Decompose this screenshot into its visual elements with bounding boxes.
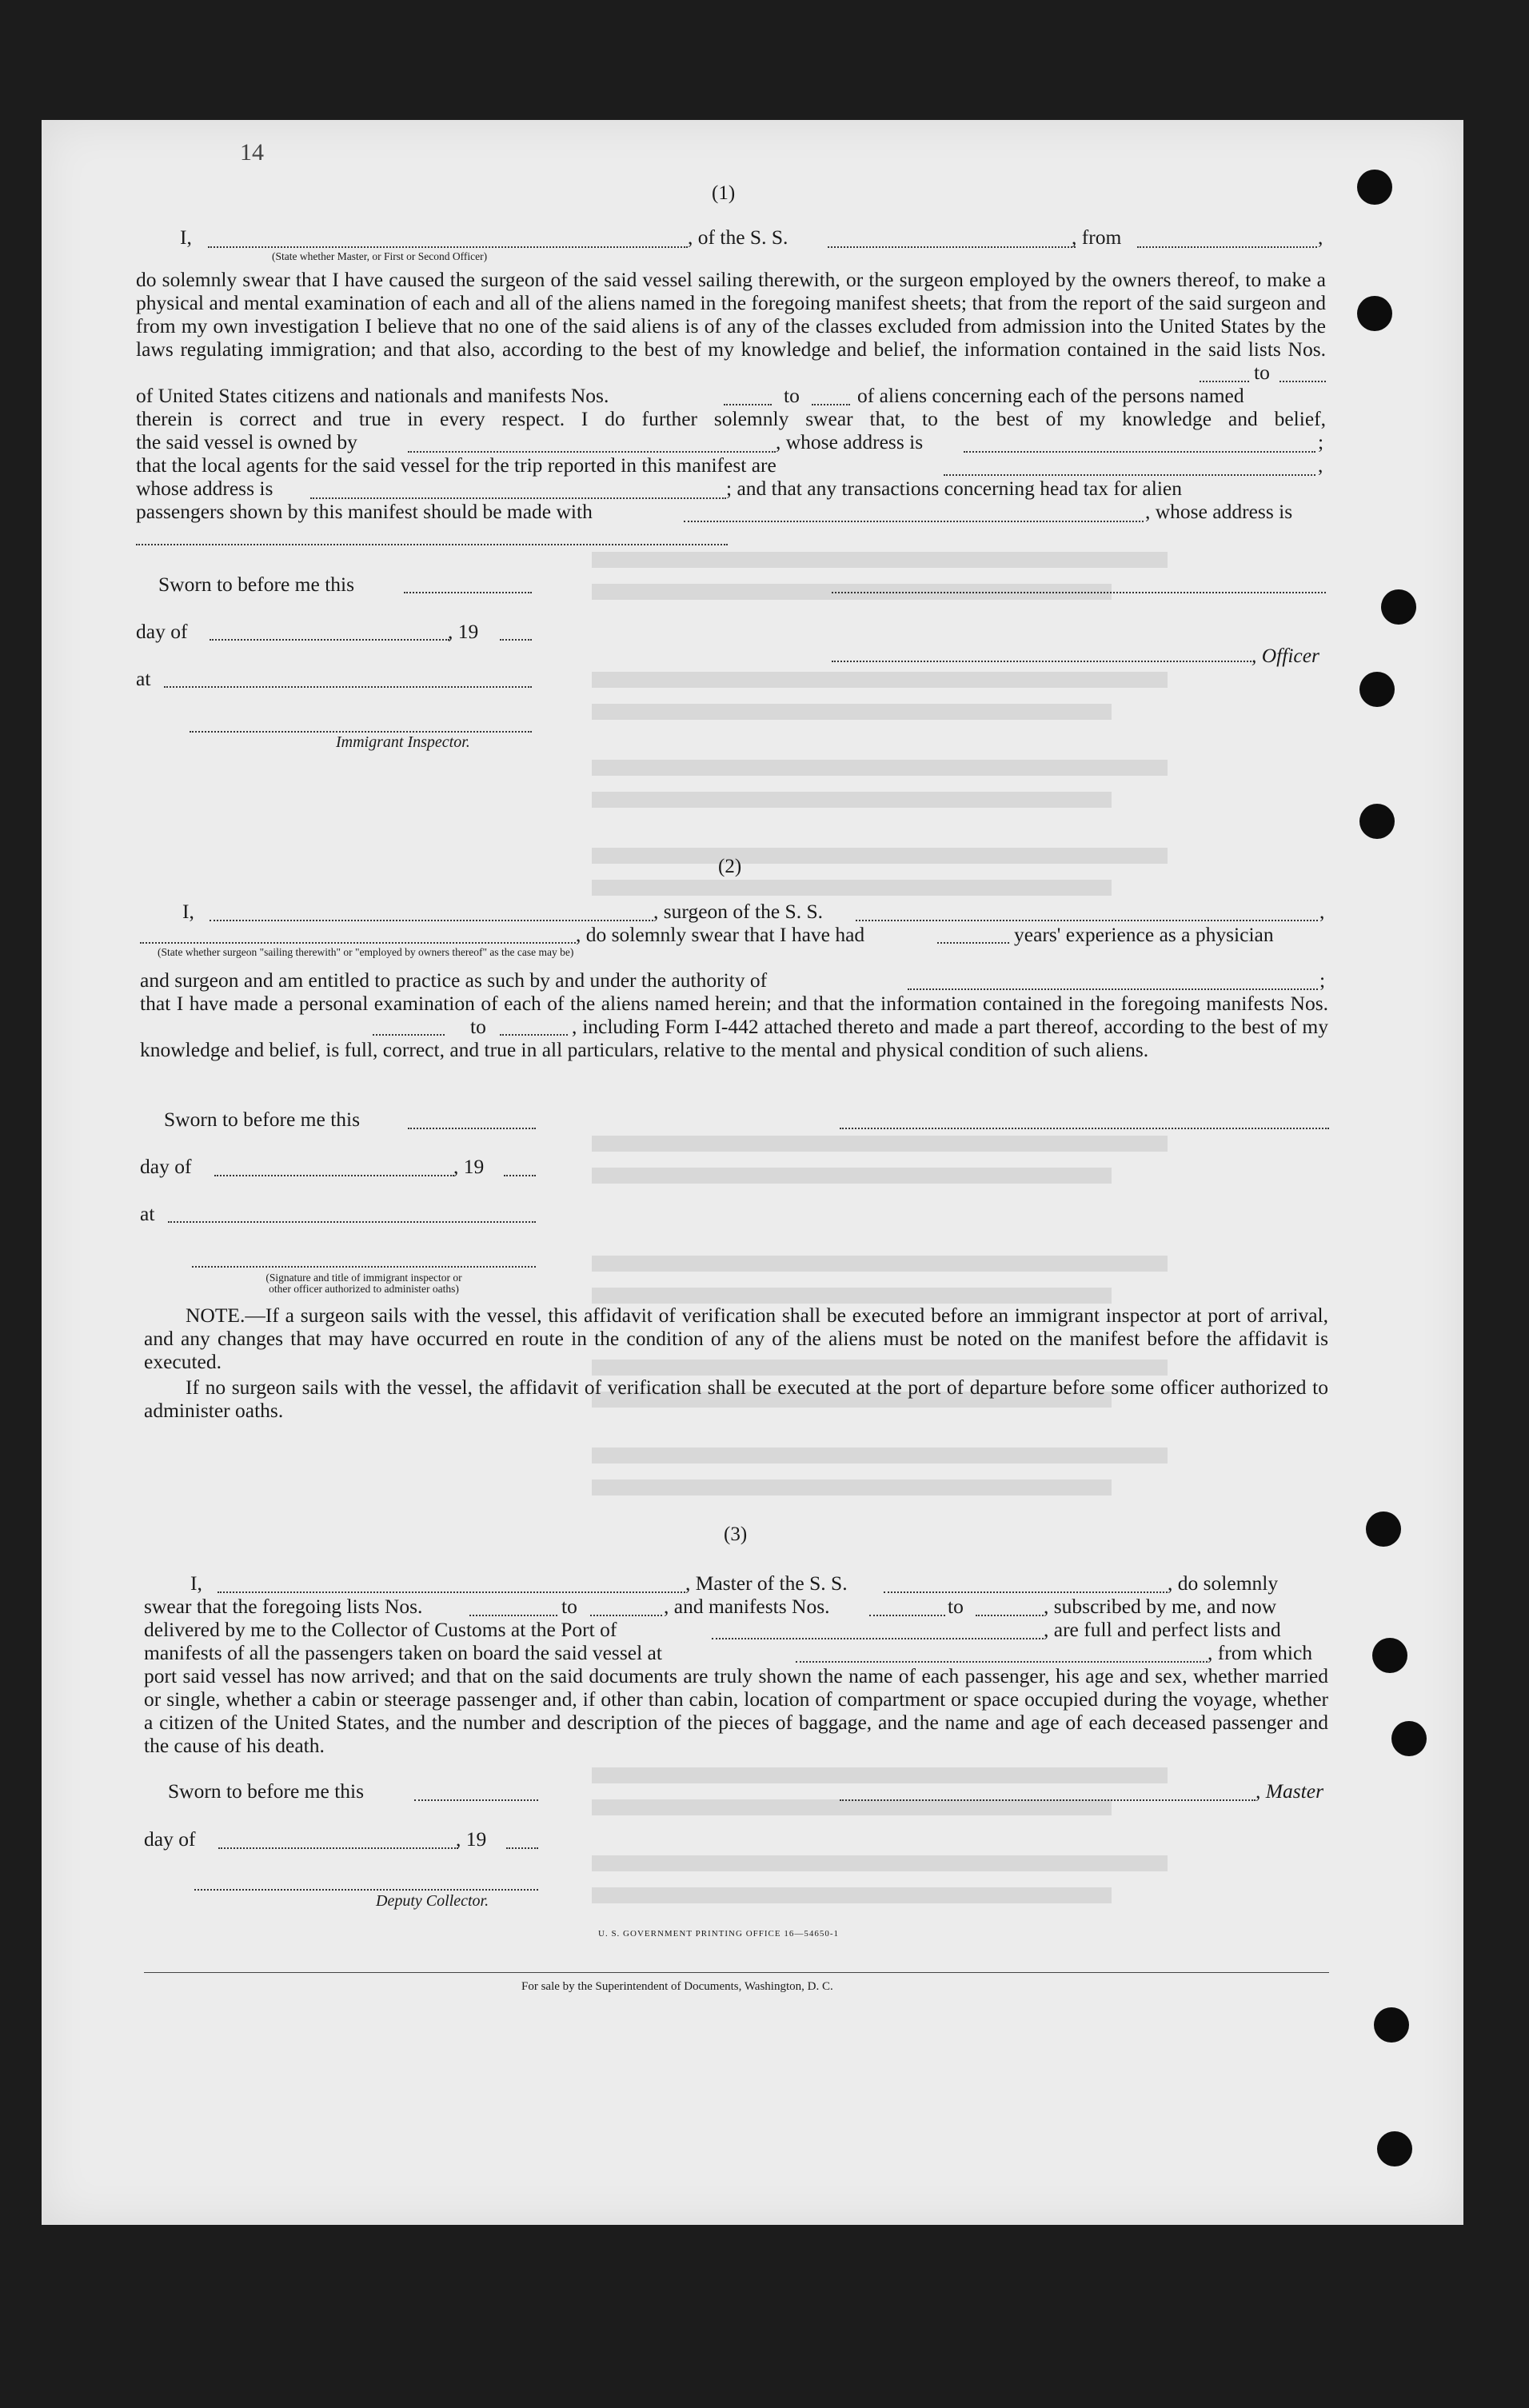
s3-manifests-to-field — [976, 1615, 1044, 1616]
s3-master-name-field — [218, 1591, 685, 1593]
s1-manifests-to-field — [812, 404, 850, 405]
s1-body: do solemnly swear that I have caused the surgeon of the said vessel sailing therewith, or the surgeon employed by the owners thereof, to make a physical and mental examination of each and all of the aliens named in the foregoing manifest sheets; that from the report of the said surgeon and from my own investigation I believe that no one of the said aliens is of any of the classes excluded from admission into the United States by the laws regulating immigration; and that also, according to the best of my knowledge and belief, the information contained in the said lists Nos. — [136, 268, 1326, 361]
s3-lists-from-field — [469, 1615, 557, 1616]
s3-port-field — [712, 1638, 1044, 1639]
punch-hole — [1359, 672, 1395, 707]
s3-are-full: , are full and perfect lists and — [1044, 1618, 1281, 1641]
s1-day-field — [210, 639, 449, 641]
s1-inspector-label: Immigrant Inspector. — [336, 733, 470, 751]
s3-day-field — [218, 1847, 458, 1849]
s1-whose-address-is: whose address is — [136, 477, 273, 500]
s1-nineteen: , 19 — [448, 620, 479, 643]
page-number: 14 — [240, 139, 264, 166]
s3-manifests-all: manifests of all the passengers taken on board the said vessel at — [144, 1641, 662, 1664]
s1-master-field — [208, 246, 688, 248]
s1-from: , from — [1072, 226, 1122, 249]
s3-delivered: delivered by me to the Collector of Customs at the Port of — [144, 1618, 617, 1641]
s2-body-b: , including Form I-442 attached thereto and made a part thereof, according to the best of my knowledge and belief, is full, correct, and true in all particulars, relative to the mental and physical condition of such aliens. — [140, 1015, 1328, 1061]
punch-hole — [1372, 1638, 1407, 1673]
s2-years-field — [937, 942, 1009, 944]
s2-sworn-field — [408, 1128, 536, 1129]
s3-from-which: , from which — [1208, 1641, 1313, 1664]
s1-owner-address-field — [964, 451, 1315, 453]
punch-hole — [1374, 2007, 1409, 2043]
s1-agents-comma: , — [1318, 453, 1323, 477]
s1-sworn-field — [404, 592, 532, 593]
s3-to2: to — [948, 1595, 964, 1618]
punch-hole — [1357, 296, 1392, 331]
s3-embark-field — [796, 1661, 1208, 1663]
s3-master-label: , Master — [1256, 1779, 1323, 1803]
s3-master-sig-field — [840, 1799, 1256, 1801]
gpo-imprint: U. S. GOVERNMENT PRINTING OFFICE 16—54650-1 — [598, 1929, 840, 1939]
s1-comma: , — [1318, 226, 1323, 249]
s2-surgeon-of: , surgeon of the S. S. — [653, 900, 824, 923]
s2-at-field — [168, 1221, 536, 1223]
s2-semicolon: ; — [1319, 968, 1326, 992]
s1-to1: to — [1254, 361, 1270, 384]
s3-year-field — [506, 1847, 538, 1849]
s1-lists-to-field — [1279, 381, 1326, 382]
s2-sig-field — [192, 1266, 536, 1268]
s1-head-tax: ; and that any transactions concerning head tax for alien — [726, 477, 1182, 500]
s2-vessel-field — [856, 920, 1318, 921]
s1-to2: to — [784, 384, 800, 407]
s2-note: (State whether surgeon "sailing therewith" or "employed by owners thereof" as the case may be) — [158, 946, 574, 958]
s1-owned-by: the said vessel is owned by — [136, 430, 357, 453]
s2-sig-note-2: other officer authorized to administer oaths) — [269, 1283, 459, 1295]
s2-note-text: —If a surgeon sails with the vessel, this affidavit of verification shall be executed before an immigrant inspector at port of arrival, and any changes that may have occurred en route in the condition of any of the aliens must be noted on the manifest before the affidavit is executed. — [144, 1304, 1328, 1373]
s2-at: at — [140, 1202, 155, 1225]
s3-deputy-label: Deputy Collector. — [376, 1892, 489, 1910]
punch-hole — [1366, 1511, 1401, 1547]
s3-swear-lists: swear that the foregoing lists Nos. — [144, 1595, 423, 1618]
s1-local-agents: that the local agents for the said vessel for the trip reported in this manifest are — [136, 453, 776, 477]
s1-whose-address: , whose address is — [776, 430, 924, 453]
s3-deputy-sig-field — [194, 1889, 538, 1891]
s2-years: years' experience as a physician — [1014, 923, 1274, 946]
s1-line1-note: (State whether Master, or First or Second Officer) — [272, 250, 488, 262]
s3-day-of: day of — [144, 1827, 196, 1851]
s1-officer-field — [832, 661, 1252, 662]
s1-from-field — [1137, 246, 1317, 248]
s1-semicolon: ; — [1318, 430, 1324, 453]
punch-hole — [1377, 2131, 1412, 2166]
s2-sworn: Sworn to before me this — [164, 1108, 361, 1131]
s2-nineteen: , 19 — [453, 1155, 485, 1178]
s2-day-field — [214, 1175, 454, 1176]
s2-surgeon-name-field — [210, 920, 653, 921]
s2-right-field — [840, 1128, 1329, 1129]
s2-day-of: day of — [140, 1155, 192, 1178]
s1-owner-field — [408, 451, 776, 453]
s3-subscribed: , subscribed by me, and now — [1044, 1595, 1277, 1618]
s1-year-field — [500, 639, 532, 641]
s2-to: to — [470, 1015, 486, 1038]
s2-capacity-field — [140, 942, 576, 944]
footer-text: For sale by the Superintendent of Documents, Washington, D. C. — [521, 1980, 833, 1993]
punch-hole — [1357, 170, 1392, 205]
s3-i: I, — [190, 1571, 202, 1595]
s1-agents-field — [944, 474, 1315, 476]
s1-officer-label: , Officer — [1252, 644, 1319, 667]
s1-whose-address-end: , whose address is — [1145, 500, 1293, 523]
s3-master-of: , Master of the S. S. — [685, 1571, 848, 1595]
s2-i: I, — [182, 900, 194, 923]
s1-agents-address-field — [310, 497, 726, 499]
s3-lists-to-field — [590, 1615, 662, 1616]
s1-body2a: of United States citizens and nationals and manifests Nos. — [136, 384, 609, 407]
s1-body2b: of aliens concerning each of the persons named — [857, 384, 1244, 407]
section-1-title: (1) — [712, 182, 736, 204]
s2-authority: and surgeon and am entitled to practice as such by and under the authority of — [140, 968, 768, 992]
s2-note-text2: If no surgeon sails with the vessel, the affidavit of verification shall be executed at the port of departure before some officer authorized to administer oaths. — [144, 1376, 1328, 1422]
s2-year-field — [504, 1175, 536, 1176]
s2-end-comma: , — [1319, 900, 1325, 923]
s1-line1-i: I, — [180, 226, 192, 249]
s3-manifests-from-field — [869, 1615, 945, 1616]
s3-and-manifests: , and manifests Nos. — [664, 1595, 830, 1618]
punch-hole — [1381, 589, 1416, 625]
s2-sig-note-1: (Signature and title of immigrant inspector or — [265, 1272, 462, 1284]
s1-of-ss: , of the S. S. — [688, 226, 788, 249]
s1-at-field — [164, 686, 532, 688]
s2-note-label: NOTE. — [186, 1304, 246, 1327]
section-2-title: (2) — [718, 856, 742, 877]
s1-lists-from-field — [1200, 381, 1249, 382]
s1-sworn: Sworn to before me this — [158, 573, 355, 596]
s2-authority-field — [908, 988, 1318, 990]
punch-hole — [1359, 804, 1395, 839]
s1-manifests-from-field — [724, 404, 772, 405]
s1-body3: therein is correct and true in every respect. I do further solemnly swear that, to the best of my knowledge and belief, — [136, 407, 1326, 430]
s3-nineteen: , 19 — [456, 1827, 487, 1851]
s3-sworn: Sworn to before me this — [168, 1779, 365, 1803]
s1-at: at — [136, 667, 151, 690]
section-3-title: (3) — [724, 1523, 748, 1545]
s3-do-solemnly: , do solemnly — [1168, 1571, 1279, 1595]
s3-sworn-field — [414, 1799, 538, 1801]
s2-note-paragraph — [144, 1304, 1328, 1373]
footer-rule — [144, 1972, 1329, 1973]
s1-day-of: day of — [136, 620, 188, 643]
s3-to1: to — [561, 1595, 577, 1618]
punch-hole — [1391, 1721, 1427, 1756]
s1-inspector-sig-field — [190, 731, 532, 733]
s2-body: that I have made a personal examination of each of the aliens named herein; and that the information contained in the foregoing manifests Nos. — [140, 992, 1328, 1015]
s3-vessel-field — [884, 1591, 1168, 1593]
s2-do-swear: , do solemnly swear that I have had — [576, 923, 865, 946]
s1-passengers: passengers shown by this manifest should be made with — [136, 500, 593, 523]
s1-vessel-field — [828, 246, 1076, 248]
s3-body: port said vessel has now arrived; and that on the said documents are truly shown the name of each passenger, his age and sex, whether married or single, whether a cabin or steerage passenger and, if other than cabin, location of compartment or space occupied during the voyage, whether a citizen of the United States, and the number and description of the pieces of baggage, and the name and age of each deceased passenger and the cause of his death. — [144, 1664, 1328, 1757]
s1-officer-name-field — [832, 592, 1326, 593]
s1-headtax-address-field — [136, 544, 728, 545]
s1-headtax-field — [684, 521, 1144, 522]
